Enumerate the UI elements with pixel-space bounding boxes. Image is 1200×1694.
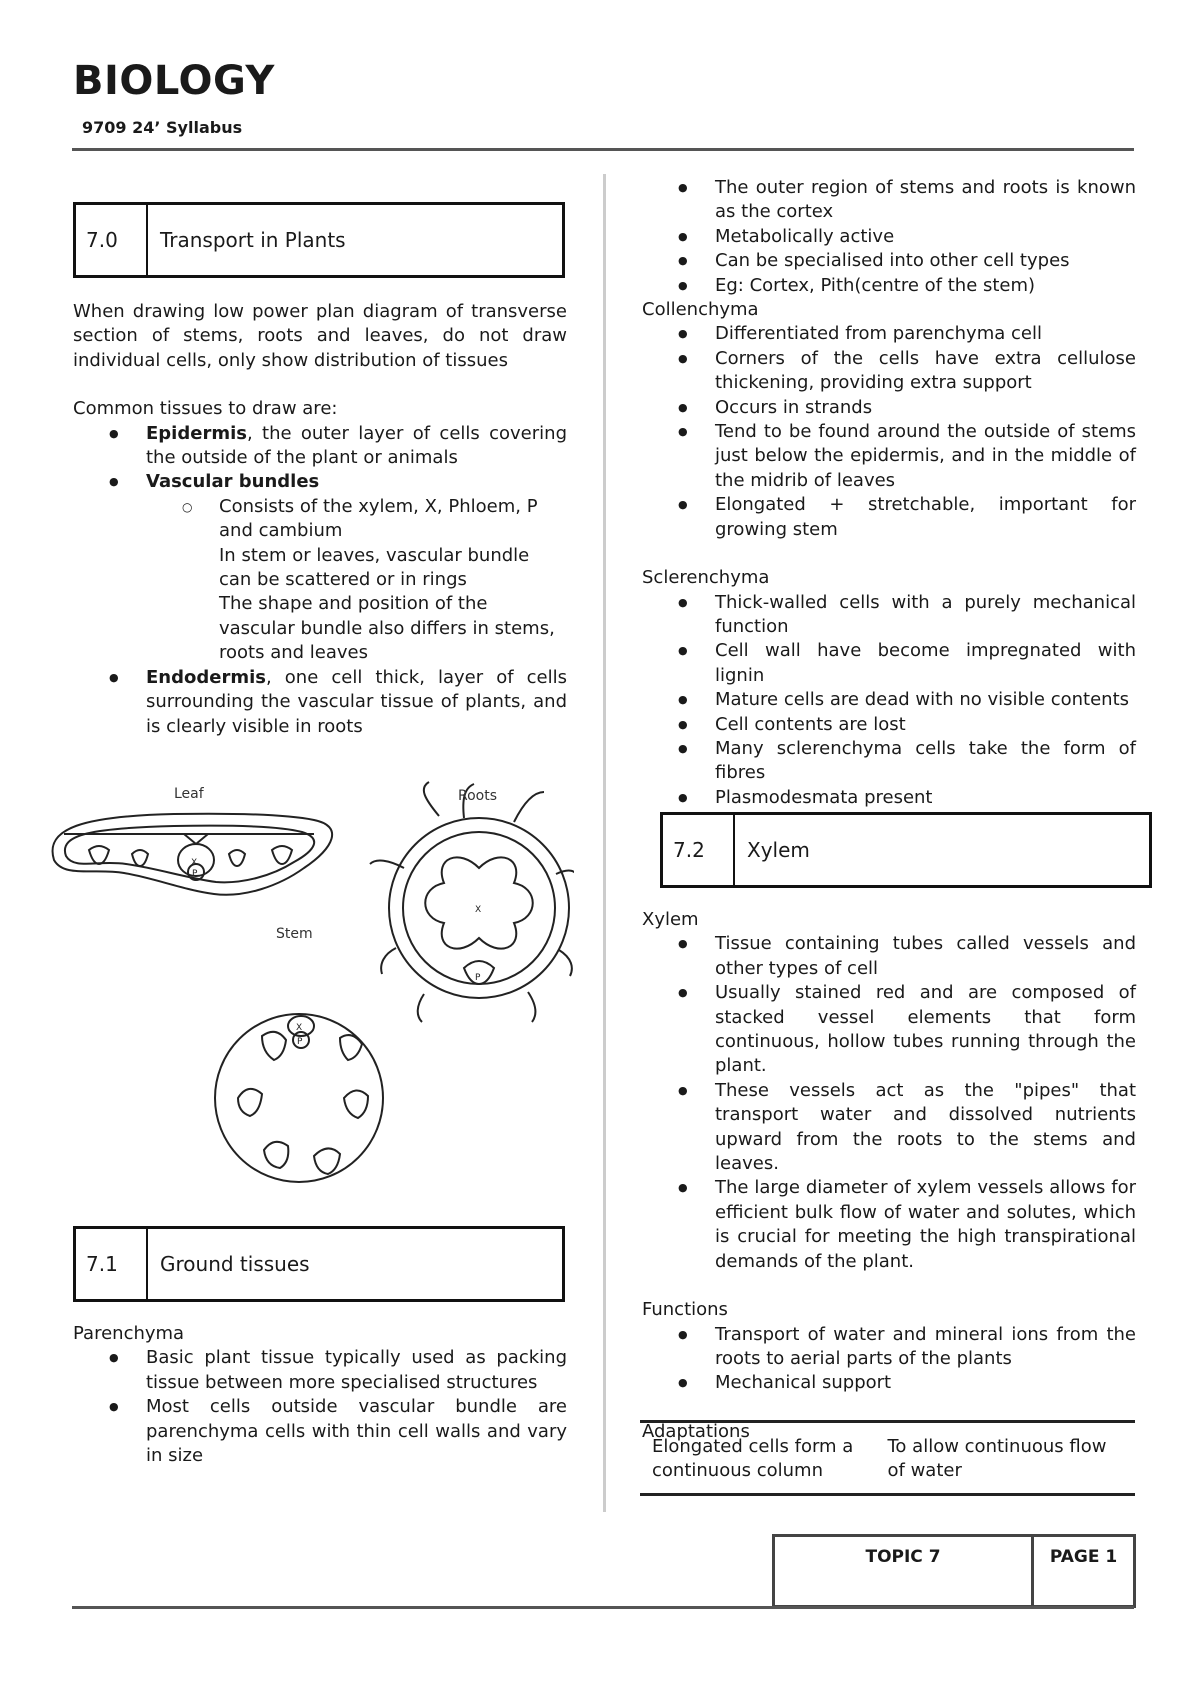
sub-list-item bbox=[146, 495, 567, 544]
list-item bbox=[73, 470, 567, 665]
stem-p-mark: P bbox=[297, 1037, 303, 1047]
ground-tissues-block bbox=[73, 1322, 567, 1468]
xylem-block bbox=[642, 908, 1136, 1444]
stem-label: Stem bbox=[276, 926, 313, 942]
list-item: ● Tissue containing tubes called vessels and other types of cell bbox=[642, 932, 1136, 981]
term-endodermis: Endodermis bbox=[146, 666, 266, 688]
page-title: BIOLOGY bbox=[73, 58, 275, 104]
sclerenchyma-list bbox=[642, 591, 1136, 811]
section-number: 7.0 bbox=[76, 205, 148, 275]
stem-x-mark: X bbox=[296, 1023, 303, 1033]
term-vascular-bundles: Vascular bundles bbox=[146, 471, 320, 493]
leaf-label: Leaf bbox=[174, 786, 204, 802]
section-title: Transport in Plants bbox=[160, 228, 346, 252]
adaptations-heading: Adaptations bbox=[642, 1420, 750, 1442]
list-item: ● The outer region of stems and roots is known as the cortex bbox=[642, 176, 1136, 225]
parenchyma-list bbox=[73, 1346, 567, 1468]
collenchyma-list bbox=[642, 322, 1136, 542]
section-7-1-header bbox=[73, 1226, 565, 1302]
xylem-heading: Xylem bbox=[642, 909, 699, 930]
leaf-p-mark: P bbox=[192, 869, 198, 879]
epidermis-text: , the outer layer of cells covering the outside of the plant or animals bbox=[146, 422, 567, 469]
list-item: ● Thick-walled cells with a purely mechanical function bbox=[642, 591, 1136, 640]
list-item: ● Basic plant tissue typically used as packing tissue between more specialised structures bbox=[73, 1346, 567, 1395]
intro-paragraph: When drawing low power plan diagram of transverse section of stems, roots and leaves, do not draw individual cells, only show distribution of tissues bbox=[73, 301, 567, 371]
section-title: Ground tissues bbox=[160, 1252, 310, 1276]
list-item bbox=[73, 422, 567, 471]
sclerenchyma-heading: Sclerenchyma bbox=[642, 567, 770, 589]
sub-item-text: Consists of the xylem, X, Phloem, P and cambium bbox=[219, 495, 538, 542]
common-tissues-list bbox=[73, 422, 567, 739]
endodermis-text: , one cell thick, layer of cells surrounding the vascular tissue of plants, and is clearly visible in roots bbox=[146, 666, 567, 737]
page-number: PAGE 1 bbox=[1049, 1547, 1118, 1567]
list-item: ● These vessels act as the "pipes" that transport water and dissolved nutrients upward from the roots to the stems and leaves. bbox=[642, 1079, 1136, 1177]
header-rule bbox=[72, 148, 1134, 151]
leaf-x-mark: X bbox=[191, 858, 198, 868]
list-item: ● Transport of water and mineral ions from the roots to aerial parts of the plants bbox=[642, 1323, 1136, 1372]
section-number: 7.1 bbox=[76, 1229, 148, 1299]
list-item: ● Mechanical support bbox=[642, 1371, 1136, 1395]
topic-label: TOPIC 7 bbox=[775, 1537, 1034, 1605]
adaptations-table bbox=[640, 1420, 1135, 1496]
roots-label: Roots bbox=[458, 788, 498, 804]
page-footer bbox=[772, 1534, 1136, 1608]
list-item: ● Mature cells are dead with no visible contents bbox=[642, 688, 1136, 712]
collenchyma-heading: Collenchyma bbox=[642, 299, 759, 321]
parenchyma-heading: Parenchyma bbox=[73, 1323, 185, 1344]
root-p-mark: P bbox=[475, 973, 481, 983]
xylem-list bbox=[642, 932, 1136, 1274]
right-column-block bbox=[642, 176, 1136, 810]
list-item: ● Plasmodesmata present bbox=[642, 786, 1136, 810]
list-item: ● Usually stained red and are composed of stacked vessel elements that form continuous, hollow tubes running through the plant. bbox=[642, 981, 1136, 1079]
section-7-0-header bbox=[73, 202, 565, 278]
footer-rule bbox=[72, 1606, 1134, 1609]
plant-sections-diagram bbox=[44, 778, 574, 1208]
list-item: ● Can be specialised into other cell types bbox=[642, 249, 1136, 273]
sub-item-text: In stem or leaves, vascular bundle can be scattered or in rings bbox=[219, 544, 530, 591]
functions-list bbox=[642, 1323, 1136, 1396]
list-item: ● Corners of the cells have extra cellulose thickening, providing extra support bbox=[642, 347, 1136, 396]
vascular-sublist bbox=[146, 495, 567, 544]
list-item: ● Cell contents are lost bbox=[642, 713, 1136, 737]
parenchyma-continued-list bbox=[642, 176, 1136, 298]
list-item: ● Many sclerenchyma cells take the form of fibres bbox=[642, 737, 1136, 786]
list-item: ● Eg: Cortex, Pith(centre of the stem) bbox=[642, 274, 1136, 298]
column-divider bbox=[603, 174, 606, 1512]
list-item: ● Metabolically active bbox=[642, 225, 1136, 249]
functions-heading: Functions bbox=[642, 1299, 728, 1321]
list-item: ● Tend to be found around the outside of stems just below the epidermis, and in the middle of the midrib of leaves bbox=[642, 420, 1136, 493]
adaptation-reason: To allow continuous flow of water bbox=[887, 1436, 1107, 1481]
list-item: ● Occurs in strands bbox=[642, 396, 1136, 420]
root-xylem-star bbox=[425, 857, 533, 948]
page-subtitle: 9709 24’ Syllabus bbox=[82, 118, 243, 137]
intro-block bbox=[73, 300, 567, 739]
adaptation-feature: Elongated cells form a continuous column bbox=[652, 1436, 854, 1481]
common-tissues-heading: Common tissues to draw are: bbox=[73, 398, 338, 420]
list-item: ● Most cells outside vascular bundle are parenchyma cells with thin cell walls and vary in size bbox=[73, 1395, 567, 1468]
section-title: Xylem bbox=[747, 838, 810, 862]
section-number: 7.2 bbox=[663, 815, 735, 885]
list-item: ● Differentiated from parenchyma cell bbox=[642, 322, 1136, 346]
root-x-mark: X bbox=[475, 905, 482, 915]
sub-item-text: The shape and position of the vascular bundle also differs in stems, roots and leaves bbox=[219, 593, 555, 664]
section-7-2-header bbox=[660, 812, 1152, 888]
list-item: ● Cell wall have become impregnated with lignin bbox=[642, 639, 1136, 688]
term-epidermis: Epidermis bbox=[146, 422, 247, 444]
list-item: ● Elongated + stretchable, important for growing stem bbox=[642, 493, 1136, 542]
list-item: ● The large diameter of xylem vessels allows for efficient bulk flow of water and solutes, which is crucial for meeting the high transpirational demands of the plant. bbox=[642, 1176, 1136, 1274]
list-item bbox=[73, 666, 567, 739]
